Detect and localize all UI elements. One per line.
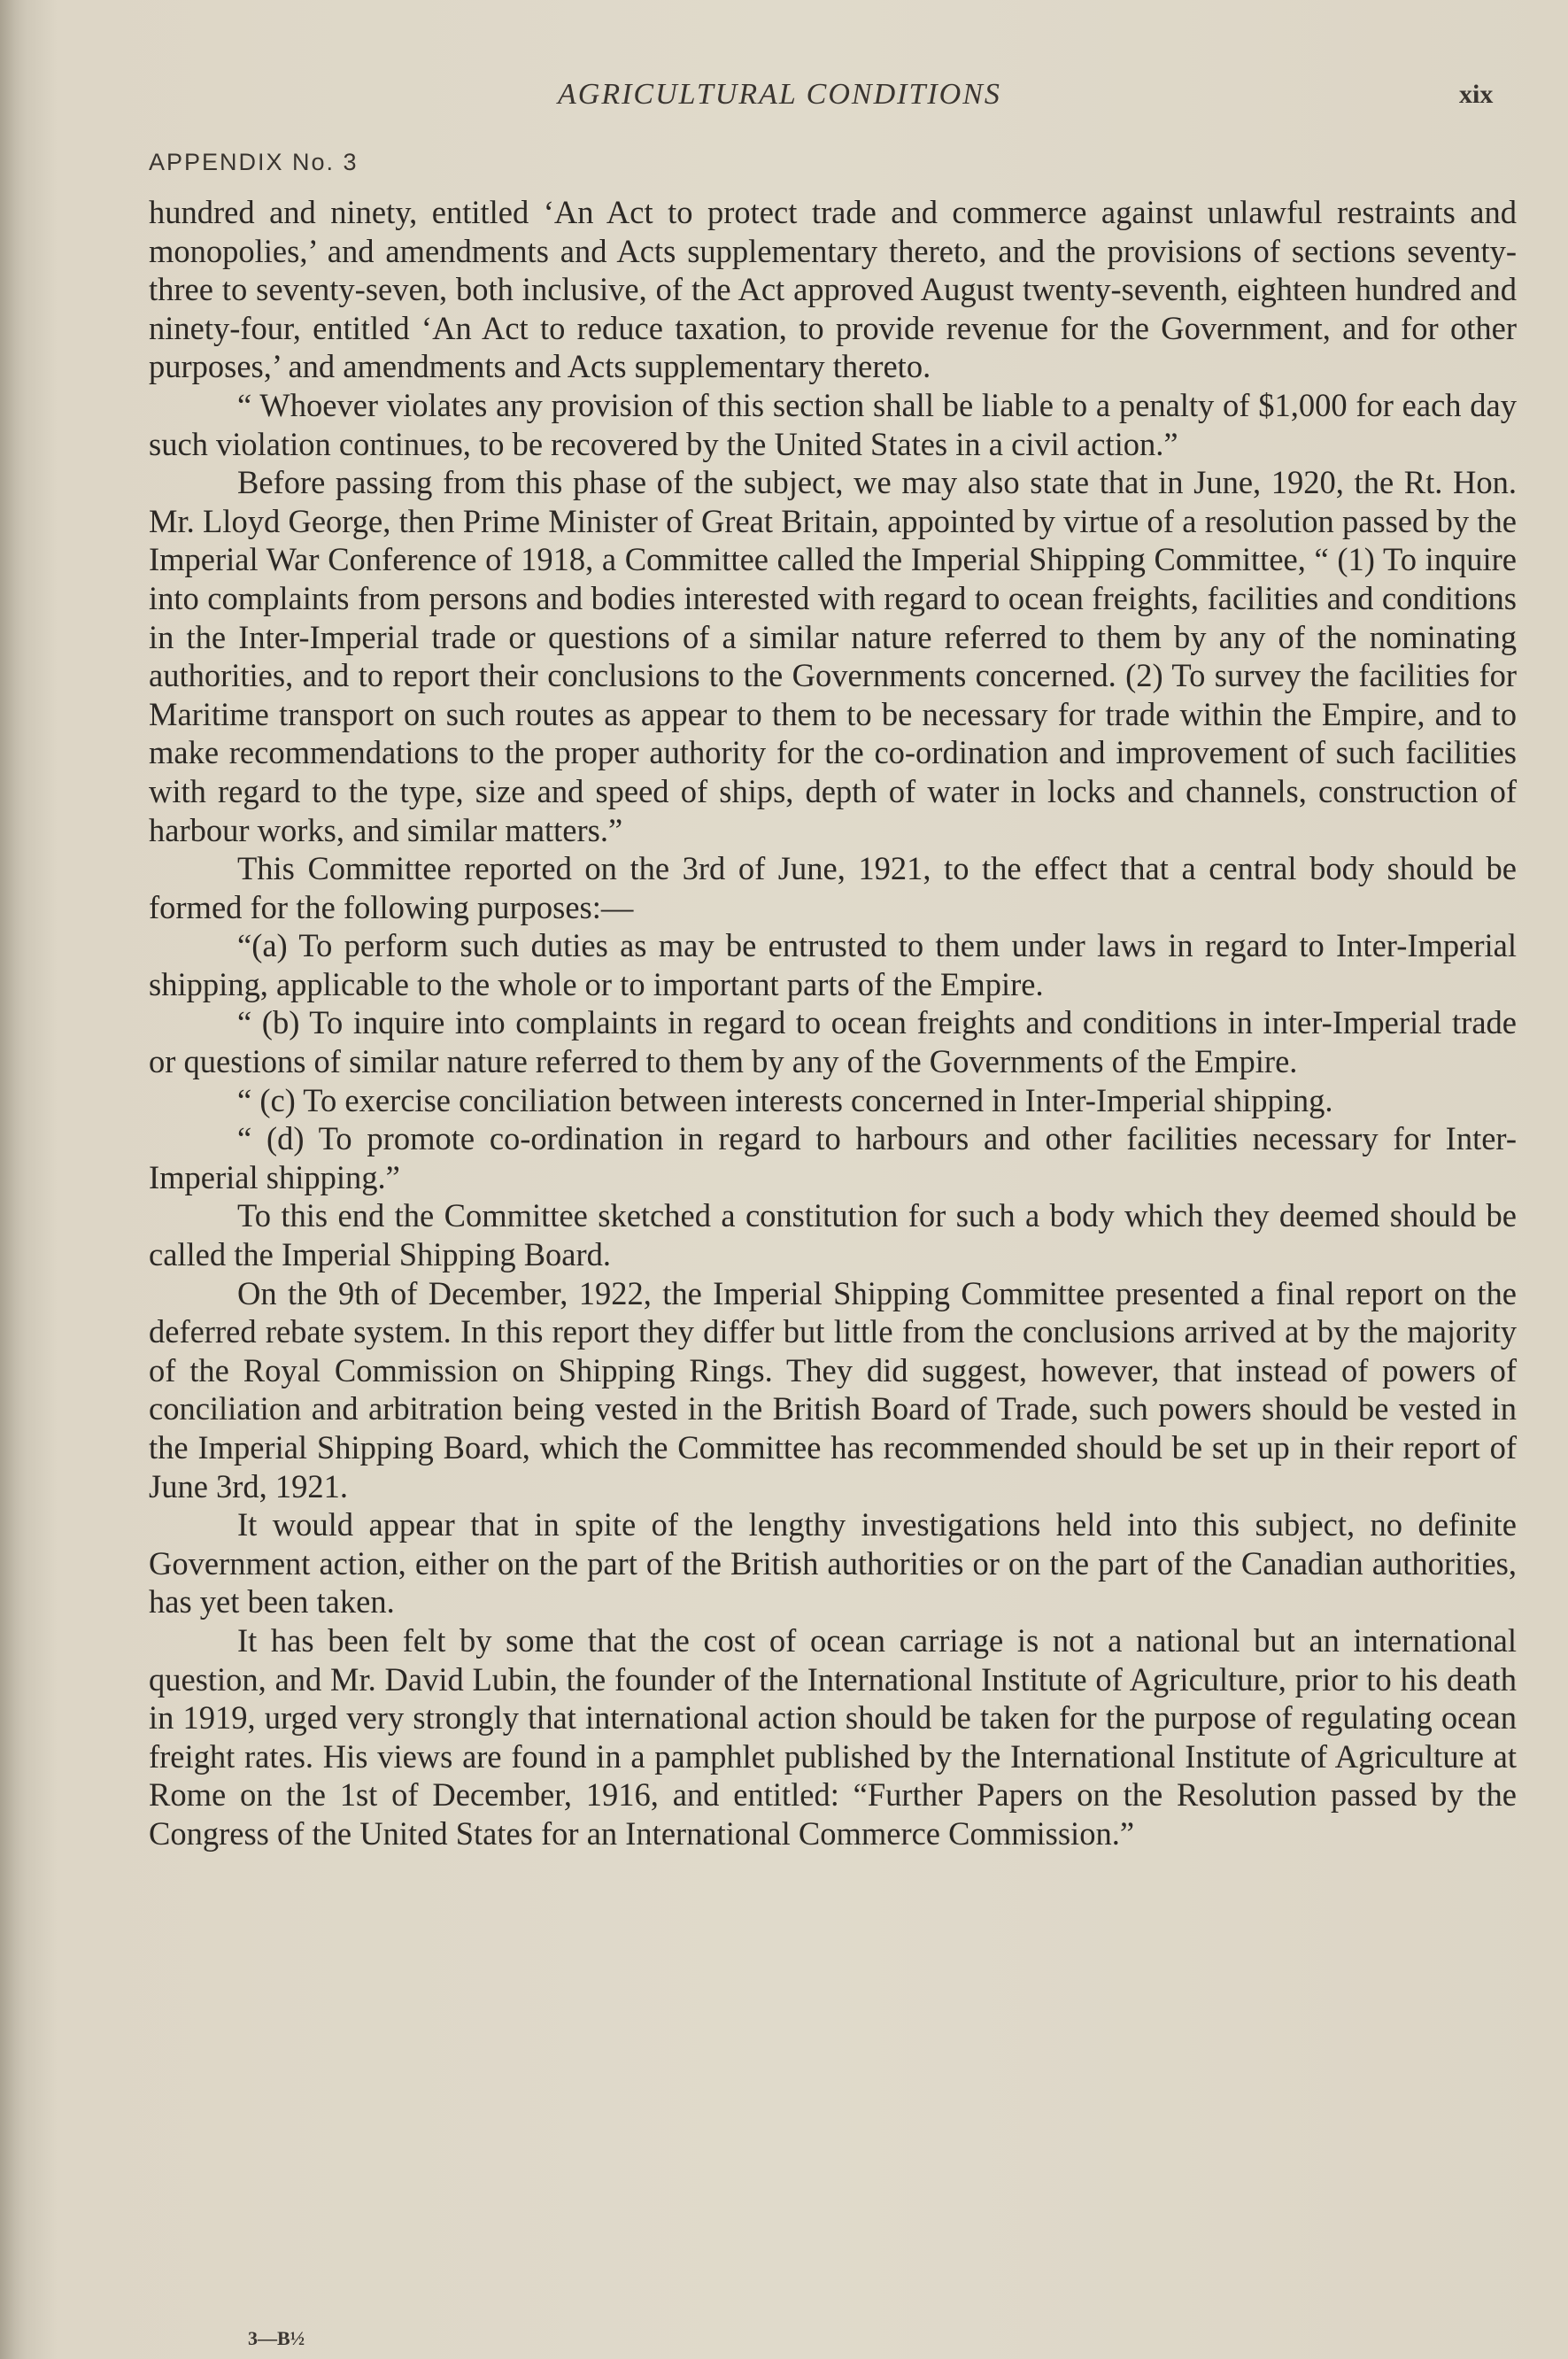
paragraph-12: It has been felt by some that the cost of ocean carriage is not a national but an international question, and Mr. David Lubin, the founder of the International Institute of Agriculture, prior to his death in 1919, urged very strongly that international action should be taken for the purpose of regulating ocean freight rates. His views are found in a pamphlet published by the International Institute of Agriculture at Rome on the 1st of December, 1916, and entitled: “Further Papers on the Resolution passed by the Congress of the United States for an International Commerce Commission.” — [149, 1621, 1517, 1852]
paragraph-4: This Committee reported on the 3rd of June, 1921, to the effect that a central body should be formed for the following purposes:— — [149, 850, 1517, 925]
paragraph-2: “ Whoever violates any provision of this section shall be liable to a penalty of $1,000 for each day such violation continues, to be recovered by the United States in a civil action.” — [149, 386, 1517, 462]
paragraph-9: To this end the Committee sketched a constitution for such a body which they deemed should be called the Imperial Shipping Board. — [149, 1197, 1517, 1273]
body-text — [149, 193, 1517, 1853]
paragraph-8: “ (d) To promote co-ordination in regard to harbours and other facilities necessary for Inter-Imperial shipping.” — [149, 1120, 1517, 1195]
book-spine-shadow — [0, 0, 27, 2359]
paragraph-1: hundred and ninety, entitled ‘An Act to protect trade and commerce against unlawful restraints and monopolies,’ and amendments and Acts supplementary thereto, and the provisions of sections seventy-three to seventy-seven, both inclusive, of the Act approved August twenty-seventh, eighteen hundred and ninety-four, entitled ‘An Act to reduce taxation, to provide revenue for the Government, and for other purposes,’ and amendments and Acts supplementary thereto. — [149, 194, 1517, 385]
page-number: xix — [1459, 80, 1494, 109]
paragraph-11: It would appear that in spite of the lengthy investigations held into this subject, no definite Government action, either on the part of the British authorities or on the part of the Canadian authorities, has yet been taken. — [149, 1506, 1517, 1620]
signature-mark: 3—B½ — [248, 2327, 305, 2349]
paragraph-10: On the 9th of December, 1922, the Imperial Shipping Committee presented a final report on the deferred rebate system. In this report they differ but little from the conclusions arrived at by the majority of the Royal Commission on Shipping Rings. They did suggest, however, that instead of powers of conciliation and arbitration being vested in the British Board of Trade, such powers should be vested in the Imperial Shipping Board, which the Committee has recommended should be set up in their report of June 3rd, 1921. — [149, 1274, 1517, 1504]
paragraph-5: “(a) To perform such duties as may be entrusted to them under laws in regard to Inter-Imperial shipping, applicable to the whole or to important parts of the Empire. — [149, 927, 1517, 1002]
paragraph-3: Before passing from this phase of the subject, we may also state that in June, 1920, the Rt. Hon. Mr. Lloyd George, then Prime Minister of Great Britain, appointed by virtue of a resolution passed by the Imperial War Conference of 1918, a Committee called the Imperial Shipping Committee, “ (1) To inquire into complaints from persons and bodies interested with regard to ocean freights, facilities and conditions in the Inter-Imperial trade or questions of a similar nature referred to them by any of the nominating authorities, and to report their conclusions to the Governments concerned. (2) To survey the facilities for Maritime transport on such routes as appear to them to be necessary for trade within the Empire, and to make recommendations to the proper authority for the co-ordination and improvement of such facilities with regard to the type, size and speed of ships, depth of water in locks and channels, construction of harbour works, and similar matters.” — [149, 464, 1517, 848]
book-page — [27, 0, 1568, 2359]
appendix-label: APPENDIX No. 3 — [149, 149, 359, 175]
paragraph-7: “ (c) To exercise conciliation between interests concerned in Inter-Imperial shipping. — [237, 1081, 1333, 1118]
paragraph-6: “ (b) To inquire into complaints in regard to ocean freights and conditions in inter-Imperial trade or questions of similar nature referred to them by any of the Governments of the Empire. — [149, 1004, 1517, 1080]
running-head: AGRICULTURAL CONDITIONS — [558, 78, 1001, 111]
